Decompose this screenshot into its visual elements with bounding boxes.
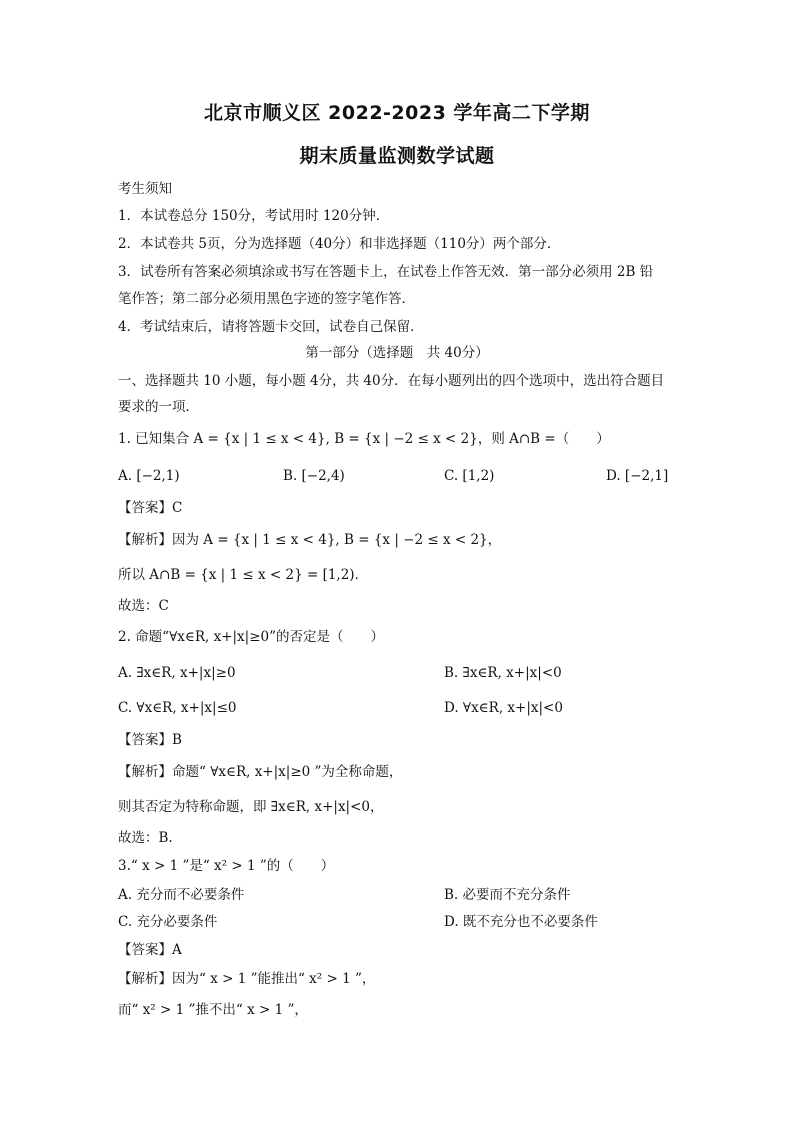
option-b: B. [−2,4) — [283, 468, 345, 484]
notice-item: 1．本试卷总分 150分，考试用时 120分钟． — [118, 208, 390, 224]
notice-item: 2．本试卷共 5页，分为选择题（40分）和非选择题（110分）两个部分． — [118, 236, 561, 252]
notice-item: 3．试卷所有答案必须填涂或书写在答题卡上，在试卷上作答无效．第一部分必须用 2B 铅 — [118, 264, 654, 280]
analysis-line: 故选：C — [118, 598, 169, 614]
section-intro: 要求的一项． — [118, 399, 199, 415]
option-a: A. 充分而不必要条件 — [118, 887, 245, 903]
answer: 【答案】A — [118, 942, 182, 958]
option-d: D. ∀x∈R, x+|x|<0 — [444, 700, 563, 716]
answer: 【答案】B — [118, 732, 182, 748]
option-c: C. 充分必要条件 — [118, 914, 218, 930]
document-title-line1: 北京市顺义区 2022-2023 学年高二下学期 — [204, 102, 590, 124]
question-stem: 2. 命题“∀x∈R, x+|x|≥0”的否定是（ ） — [118, 629, 385, 645]
analysis-line: 故选：B. — [118, 830, 173, 846]
analysis-line: 而“ x² > 1 ”推不出“ x > 1 ”， — [118, 1002, 308, 1018]
analysis-line: 所以 A∩B = {x | 1 ≤ x < 2} = [1,2)． — [118, 567, 369, 583]
analysis-line: 则其否定为特称命题，即 ∃x∈R, x+|x|<0， — [118, 799, 384, 815]
question-stem: 3.“ x > 1 ”是“ x² > 1 ”的（ ） — [118, 858, 335, 874]
section-title: 第一部分（选择题 共 40分） — [305, 345, 489, 361]
option-c: C. [1,2) — [444, 468, 495, 484]
document-title-line2: 期末质量监测数学试题 — [299, 145, 495, 167]
analysis-line: 【解析】因为“ x > 1 ”能推出“ x² > 1 ”， — [118, 971, 376, 987]
option-d: D. 既不充分也不必要条件 — [444, 914, 598, 930]
option-b: B. ∃x∈R, x+|x|<0 — [444, 665, 562, 681]
notice-heading: 考生须知 — [118, 181, 172, 197]
analysis-line: 【解析】命题“ ∀x∈R, x+|x|≥0 ”为全称命题， — [118, 764, 403, 780]
notice-item: 笔作答；第二部分必须用黑色字迹的签字笔作答． — [118, 291, 415, 307]
answer: 【答案】C — [118, 500, 183, 516]
option-c: C. ∀x∈R, x+|x|≤0 — [118, 700, 237, 716]
section-intro: 一、选择题共 10 小题，每小题 4分，共 40分．在每小题列出的四个选项中，选出符合题目 — [118, 373, 665, 389]
option-b: B. 必要而不充分条件 — [444, 887, 571, 903]
option-a: A. [−2,1) — [118, 468, 180, 484]
analysis-line: 【解析】因为 A = {x | 1 ≤ x < 4}, B = {x | −2 ≤ x < 2}， — [118, 532, 502, 548]
question-stem: 1. 已知集合 A = {x | 1 ≤ x < 4}, B = {x | −2 ≤ x < 2}，则 A∩B =（ ） — [118, 431, 610, 447]
option-d: D. [−2,1] — [606, 468, 669, 484]
notice-item: 4．考试结束后，请将答题卡交回，试卷自己保留． — [118, 319, 424, 335]
option-a: A. ∃x∈R, x+|x|≥0 — [118, 665, 236, 681]
